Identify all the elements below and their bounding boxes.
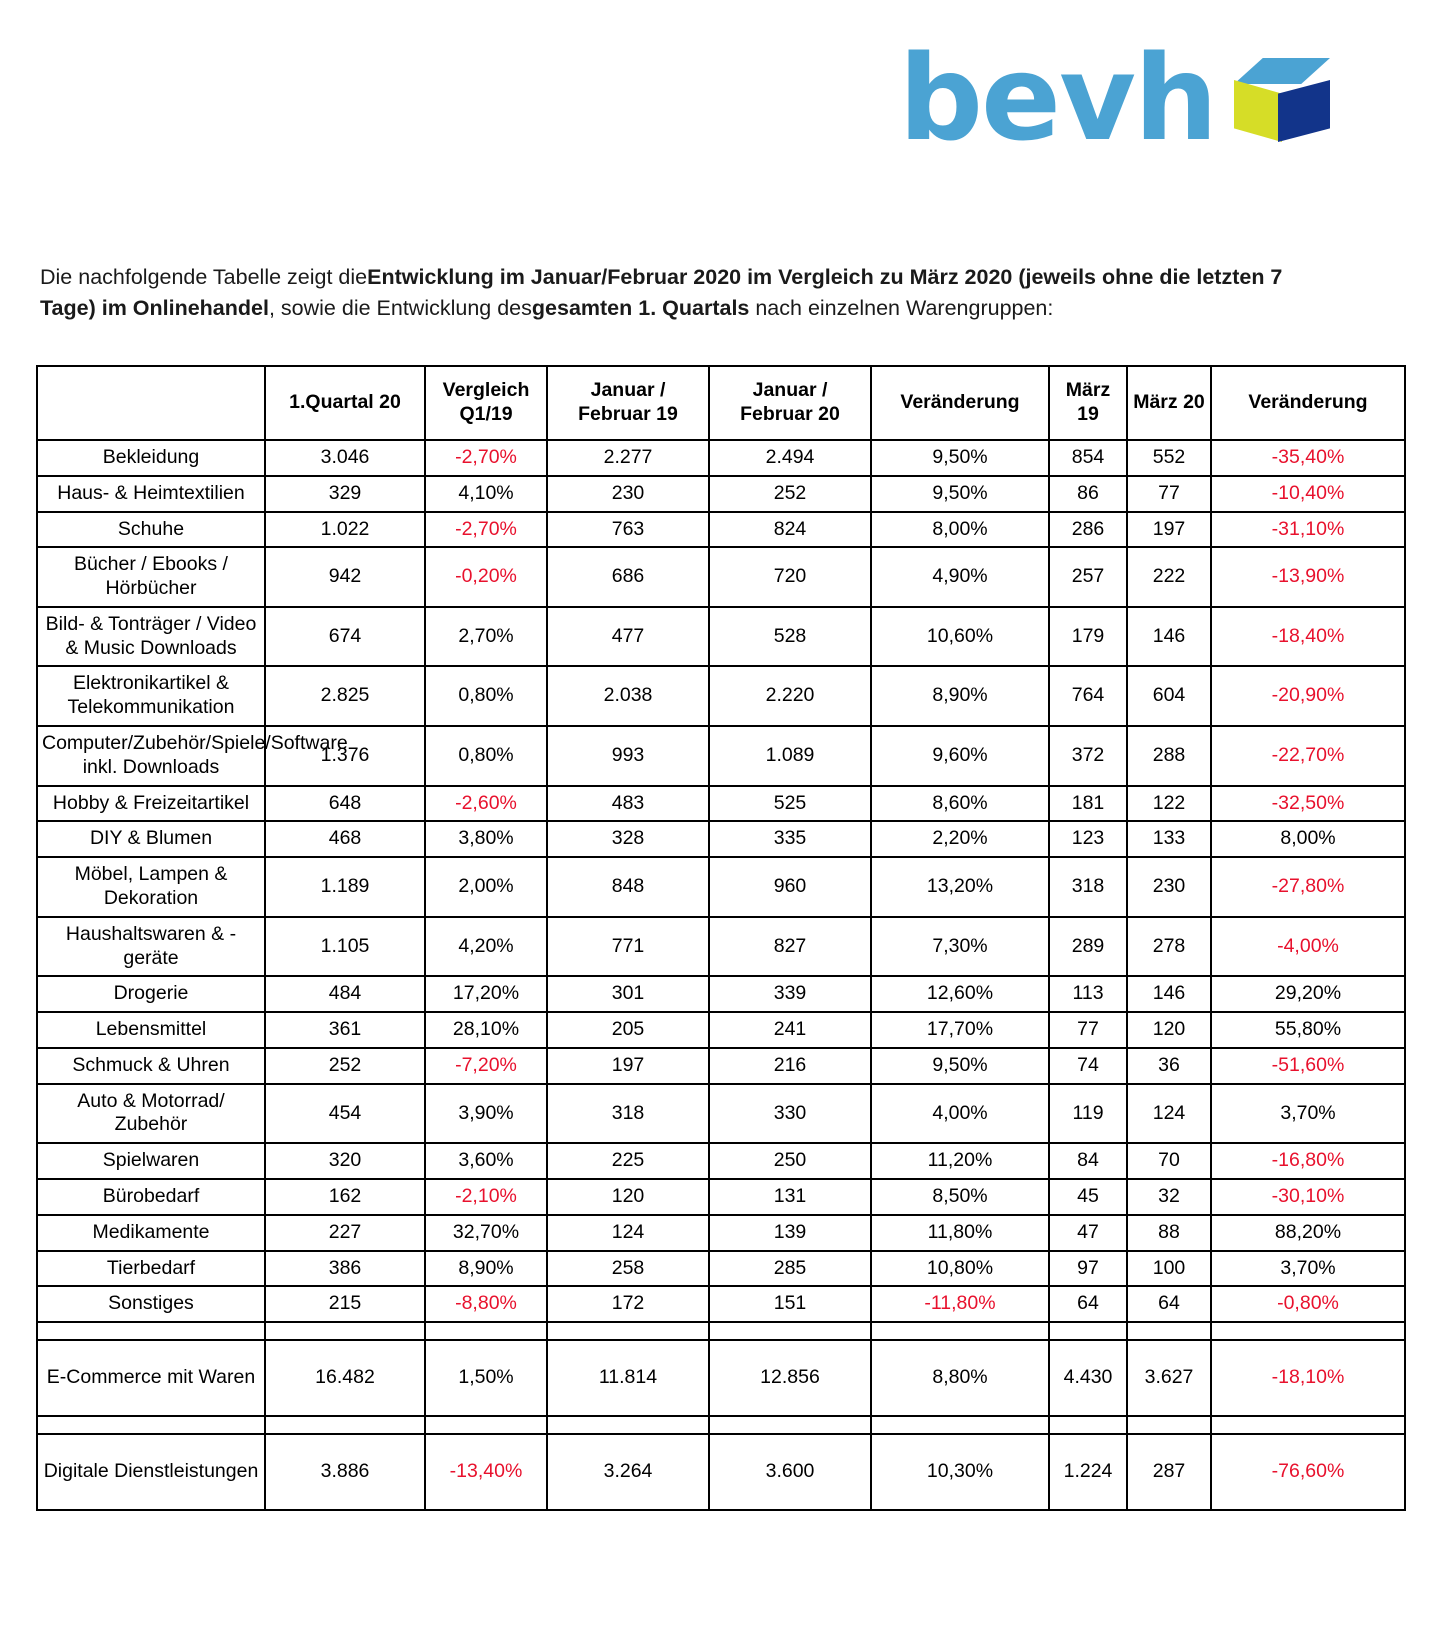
cell-vergleich-q1-19: -7,20% [425, 1048, 547, 1084]
cell-veraenderung-1: 4,00% [871, 1084, 1049, 1144]
table-row [37, 666, 1405, 726]
cell-q1-2020: 3.046 [265, 440, 425, 476]
cell-jan-feb-19: 225 [547, 1143, 709, 1179]
row-label: Elektronikartikel & Telekommunikation [37, 666, 265, 726]
cell-veraenderung-2: -4,00% [1211, 917, 1405, 977]
bevh-logo [898, 29, 1330, 167]
table-row [37, 440, 1405, 476]
cell-veraenderung-2: -18,40% [1211, 607, 1405, 667]
cell-vergleich-q1-19: 0,80% [425, 666, 547, 726]
cell-jan-feb-20: 528 [709, 607, 871, 667]
cell-vergleich-q1-19: 28,10% [425, 1012, 547, 1048]
intro-text-part1: Die nachfolgende Tabelle zeigt die [40, 264, 368, 289]
cell-maerz-19: 119 [1049, 1084, 1127, 1144]
table-spacer-row [37, 1416, 1405, 1434]
row-label: Tierbedarf [37, 1251, 265, 1287]
column-header-blank [37, 366, 265, 440]
intro-text-part3: nach einzelnen Warengruppen: [749, 295, 1054, 320]
table-row [37, 1012, 1405, 1048]
cell-maerz-20: 122 [1127, 786, 1211, 822]
column-header-q1-2020: 1.Quartal 20 [265, 366, 425, 440]
cell-jan-feb-19: 230 [547, 476, 709, 512]
spacer-cell [425, 1322, 547, 1340]
cell-jan-feb-19: 172 [547, 1286, 709, 1322]
cell-jan-feb-20: 720 [709, 547, 871, 607]
cell-maerz-20: 64 [1127, 1286, 1211, 1322]
cell-maerz-19: 257 [1049, 547, 1127, 607]
cell-jan-feb-20: 252 [709, 476, 871, 512]
cell-veraenderung-2: -13,90% [1211, 547, 1405, 607]
cell-vergleich-q1-19: -2,10% [425, 1179, 547, 1215]
cell-maerz-20: 77 [1127, 476, 1211, 512]
intro-paragraph [40, 262, 1340, 324]
spacer-cell [37, 1416, 265, 1434]
cell-vergleich-q1-19: 0,80% [425, 726, 547, 786]
table-spacer-row [37, 1322, 1405, 1340]
cell-vergleich-q1-19: 4,10% [425, 476, 547, 512]
row-label: E-Commerce mit Waren [37, 1340, 265, 1416]
spacer-cell [547, 1416, 709, 1434]
cell-veraenderung-1: 9,50% [871, 440, 1049, 476]
cell-q1-2020: 942 [265, 547, 425, 607]
cell-jan-feb-20: 285 [709, 1251, 871, 1287]
cell-q1-2020: 3.886 [265, 1434, 425, 1510]
spacer-cell [1211, 1322, 1405, 1340]
cell-veraenderung-2: 8,00% [1211, 821, 1405, 857]
cell-q1-2020: 1.105 [265, 917, 425, 977]
spacer-cell [871, 1322, 1049, 1340]
cell-q1-2020: 1.022 [265, 512, 425, 548]
column-header-vergleich-q1-19: Vergleich Q1/19 [425, 366, 547, 440]
spacer-cell [709, 1416, 871, 1434]
column-header-veraenderung-2: Veränderung [1211, 366, 1405, 440]
cell-veraenderung-2: -0,80% [1211, 1286, 1405, 1322]
cell-veraenderung-1: 13,20% [871, 857, 1049, 917]
row-label: Schuhe [37, 512, 265, 548]
cell-veraenderung-2: -32,50% [1211, 786, 1405, 822]
cell-jan-feb-20: 131 [709, 1179, 871, 1215]
cell-jan-feb-19: 2.038 [547, 666, 709, 726]
spacer-cell [547, 1322, 709, 1340]
cell-veraenderung-1: 2,20% [871, 821, 1049, 857]
table-row [37, 547, 1405, 607]
cell-q1-2020: 648 [265, 786, 425, 822]
warengruppen-table [36, 365, 1406, 1511]
cell-jan-feb-19: 11.814 [547, 1340, 709, 1416]
table-row [37, 1251, 1405, 1287]
cell-jan-feb-20: 2.220 [709, 666, 871, 726]
cell-vergleich-q1-19: -2,70% [425, 440, 547, 476]
cell-maerz-19: 854 [1049, 440, 1127, 476]
cell-maerz-19: 286 [1049, 512, 1127, 548]
cell-veraenderung-2: -16,80% [1211, 1143, 1405, 1179]
cell-veraenderung-1: 9,50% [871, 1048, 1049, 1084]
cell-jan-feb-20: 216 [709, 1048, 871, 1084]
cell-vergleich-q1-19: 2,00% [425, 857, 547, 917]
cell-maerz-19: 47 [1049, 1215, 1127, 1251]
spacer-cell [1049, 1416, 1127, 1434]
cell-veraenderung-1: 7,30% [871, 917, 1049, 977]
intro-bold1: Entwicklung im Januar/Februar 2020 im Vergleich zu März 2020 (jeweils ohne die letzten 7 Tage) im Onlinehandel [40, 264, 1283, 320]
cell-maerz-19: 77 [1049, 1012, 1127, 1048]
row-label: Bild- & Tonträger / Video & Music Downloads [37, 607, 265, 667]
row-label: Spielwaren [37, 1143, 265, 1179]
cell-maerz-20: 3.627 [1127, 1340, 1211, 1416]
cell-maerz-20: 230 [1127, 857, 1211, 917]
cell-jan-feb-19: 301 [547, 976, 709, 1012]
cell-q1-2020: 1.376 [265, 726, 425, 786]
table-row [37, 1048, 1405, 1084]
table-row [37, 512, 1405, 548]
row-label: Lebensmittel [37, 1012, 265, 1048]
cell-q1-2020: 16.482 [265, 1340, 425, 1416]
row-label: Digitale Dienstleistungen [37, 1434, 265, 1510]
cell-jan-feb-19: 763 [547, 512, 709, 548]
cell-veraenderung-2: 88,20% [1211, 1215, 1405, 1251]
cell-vergleich-q1-19: -8,80% [425, 1286, 547, 1322]
cell-maerz-20: 197 [1127, 512, 1211, 548]
table-row [37, 786, 1405, 822]
cell-maerz-20: 222 [1127, 547, 1211, 607]
cell-maerz-20: 287 [1127, 1434, 1211, 1510]
cell-vergleich-q1-19: 3,80% [425, 821, 547, 857]
cell-veraenderung-1: 8,00% [871, 512, 1049, 548]
cell-veraenderung-1: 10,60% [871, 607, 1049, 667]
column-header-maerz-20: März 20 [1127, 366, 1211, 440]
row-label: Haushaltswaren & -geräte [37, 917, 265, 977]
row-label: Bürobedarf [37, 1179, 265, 1215]
cell-vergleich-q1-19: 1,50% [425, 1340, 547, 1416]
cell-veraenderung-2: -20,90% [1211, 666, 1405, 726]
cell-veraenderung-1: 17,70% [871, 1012, 1049, 1048]
row-label: Hobby & Freizeitartikel [37, 786, 265, 822]
spacer-cell [265, 1322, 425, 1340]
column-header-maerz-19: März 19 [1049, 366, 1127, 440]
row-label: Schmuck & Uhren [37, 1048, 265, 1084]
table-row [37, 726, 1405, 786]
cell-jan-feb-19: 3.264 [547, 1434, 709, 1510]
cell-jan-feb-20: 525 [709, 786, 871, 822]
cell-veraenderung-1: 10,80% [871, 1251, 1049, 1287]
table-row [37, 1340, 1405, 1416]
intro-bold2: gesamten 1. Quartals [531, 295, 750, 320]
cell-maerz-19: 181 [1049, 786, 1127, 822]
cell-veraenderung-2: -51,60% [1211, 1048, 1405, 1084]
cell-vergleich-q1-19: 3,90% [425, 1084, 547, 1144]
bevh-cube-icon [1234, 58, 1330, 144]
cell-jan-feb-19: 771 [547, 917, 709, 977]
cell-maerz-20: 36 [1127, 1048, 1211, 1084]
cell-maerz-19: 372 [1049, 726, 1127, 786]
cell-q1-2020: 227 [265, 1215, 425, 1251]
cell-veraenderung-1: 8,90% [871, 666, 1049, 726]
cell-veraenderung-2: -30,10% [1211, 1179, 1405, 1215]
cell-maerz-20: 70 [1127, 1143, 1211, 1179]
cell-veraenderung-2: -76,60% [1211, 1434, 1405, 1510]
cell-jan-feb-20: 250 [709, 1143, 871, 1179]
column-header-jan-feb-20: Januar / Februar 20 [709, 366, 871, 440]
cell-vergleich-q1-19: 2,70% [425, 607, 547, 667]
cell-veraenderung-2: 3,70% [1211, 1251, 1405, 1287]
row-label: Auto & Motorrad/ Zubehör [37, 1084, 265, 1144]
table-row [37, 976, 1405, 1012]
spacer-cell [1211, 1416, 1405, 1434]
cell-jan-feb-20: 960 [709, 857, 871, 917]
cell-vergleich-q1-19: 4,20% [425, 917, 547, 977]
row-label: Bekleidung [37, 440, 265, 476]
cell-q1-2020: 386 [265, 1251, 425, 1287]
table-row [37, 1286, 1405, 1322]
cell-maerz-20: 133 [1127, 821, 1211, 857]
cell-veraenderung-2: 29,20% [1211, 976, 1405, 1012]
cell-veraenderung-1: 12,60% [871, 976, 1049, 1012]
cell-veraenderung-1: 9,60% [871, 726, 1049, 786]
cell-veraenderung-1: -11,80% [871, 1286, 1049, 1322]
intro-text-part2: , sowie die Entwicklung des [268, 295, 532, 320]
cell-q1-2020: 468 [265, 821, 425, 857]
row-label: Computer/Zubehör/Spiele/Software inkl. Downloads [37, 726, 265, 786]
cell-maerz-19: 64 [1049, 1286, 1127, 1322]
cell-jan-feb-20: 241 [709, 1012, 871, 1048]
cell-q1-2020: 361 [265, 1012, 425, 1048]
cell-vergleich-q1-19: -13,40% [425, 1434, 547, 1510]
cell-maerz-19: 123 [1049, 821, 1127, 857]
cell-veraenderung-1: 10,30% [871, 1434, 1049, 1510]
cell-jan-feb-20: 335 [709, 821, 871, 857]
cell-jan-feb-19: 328 [547, 821, 709, 857]
cell-veraenderung-2: -35,40% [1211, 440, 1405, 476]
row-label: Haus- & Heimtextilien [37, 476, 265, 512]
cell-jan-feb-20: 824 [709, 512, 871, 548]
spacer-cell [1049, 1322, 1127, 1340]
cell-jan-feb-20: 2.494 [709, 440, 871, 476]
cell-veraenderung-1: 11,20% [871, 1143, 1049, 1179]
cell-jan-feb-19: 120 [547, 1179, 709, 1215]
spacer-cell [709, 1322, 871, 1340]
cell-jan-feb-19: 848 [547, 857, 709, 917]
table-row [37, 821, 1405, 857]
cell-vergleich-q1-19: -2,60% [425, 786, 547, 822]
cell-maerz-19: 4.430 [1049, 1340, 1127, 1416]
row-label: Bücher / Ebooks / Hörbücher [37, 547, 265, 607]
cell-veraenderung-2: 55,80% [1211, 1012, 1405, 1048]
cell-maerz-19: 179 [1049, 607, 1127, 667]
cell-q1-2020: 1.189 [265, 857, 425, 917]
cell-maerz-19: 74 [1049, 1048, 1127, 1084]
cell-maerz-19: 289 [1049, 917, 1127, 977]
cell-maerz-20: 146 [1127, 607, 1211, 667]
table-row [37, 1143, 1405, 1179]
table-row [37, 607, 1405, 667]
cell-veraenderung-1: 9,50% [871, 476, 1049, 512]
cell-veraenderung-1: 8,50% [871, 1179, 1049, 1215]
cell-maerz-19: 1.224 [1049, 1434, 1127, 1510]
cell-maerz-19: 113 [1049, 976, 1127, 1012]
spacer-cell [1127, 1322, 1211, 1340]
cell-vergleich-q1-19: 8,90% [425, 1251, 547, 1287]
cell-maerz-20: 124 [1127, 1084, 1211, 1144]
cell-maerz-20: 120 [1127, 1012, 1211, 1048]
row-label: Möbel, Lampen & Dekoration [37, 857, 265, 917]
table-row [37, 1084, 1405, 1144]
cell-maerz-19: 84 [1049, 1143, 1127, 1179]
column-header-veraenderung-1: Veränderung [871, 366, 1049, 440]
cell-maerz-19: 86 [1049, 476, 1127, 512]
data-table-container [36, 365, 1404, 1511]
cell-maerz-20: 604 [1127, 666, 1211, 726]
table-row [37, 917, 1405, 977]
cell-q1-2020: 2.825 [265, 666, 425, 726]
cell-maerz-20: 146 [1127, 976, 1211, 1012]
spacer-cell [871, 1416, 1049, 1434]
cell-jan-feb-20: 3.600 [709, 1434, 871, 1510]
cell-veraenderung-2: -18,10% [1211, 1340, 1405, 1416]
cell-jan-feb-19: 2.277 [547, 440, 709, 476]
spacer-cell [265, 1416, 425, 1434]
cell-q1-2020: 454 [265, 1084, 425, 1144]
table-row [37, 476, 1405, 512]
cell-jan-feb-19: 318 [547, 1084, 709, 1144]
row-label: Medikamente [37, 1215, 265, 1251]
cell-jan-feb-19: 477 [547, 607, 709, 667]
cell-maerz-20: 88 [1127, 1215, 1211, 1251]
cell-maerz-20: 288 [1127, 726, 1211, 786]
cell-jan-feb-20: 339 [709, 976, 871, 1012]
row-label: Drogerie [37, 976, 265, 1012]
cell-jan-feb-19: 483 [547, 786, 709, 822]
logo-wordmark: bevh [898, 29, 1216, 167]
cell-vergleich-q1-19: 3,60% [425, 1143, 547, 1179]
cell-veraenderung-2: -31,10% [1211, 512, 1405, 548]
cell-q1-2020: 215 [265, 1286, 425, 1322]
table-row [37, 1434, 1405, 1510]
table-row [37, 857, 1405, 917]
cell-q1-2020: 674 [265, 607, 425, 667]
cell-q1-2020: 320 [265, 1143, 425, 1179]
cell-veraenderung-2: -22,70% [1211, 726, 1405, 786]
cell-vergleich-q1-19: 32,70% [425, 1215, 547, 1251]
row-label: Sonstiges [37, 1286, 265, 1322]
cell-jan-feb-19: 686 [547, 547, 709, 607]
cell-maerz-19: 45 [1049, 1179, 1127, 1215]
cell-veraenderung-1: 8,60% [871, 786, 1049, 822]
cell-jan-feb-19: 205 [547, 1012, 709, 1048]
cell-veraenderung-2: 3,70% [1211, 1084, 1405, 1144]
cell-jan-feb-19: 993 [547, 726, 709, 786]
spacer-cell [425, 1416, 547, 1434]
cell-q1-2020: 329 [265, 476, 425, 512]
table-row [37, 1215, 1405, 1251]
cell-veraenderung-2: -10,40% [1211, 476, 1405, 512]
cell-jan-feb-20: 12.856 [709, 1340, 871, 1416]
cell-jan-feb-19: 197 [547, 1048, 709, 1084]
cell-veraenderung-1: 8,80% [871, 1340, 1049, 1416]
row-label: DIY & Blumen [37, 821, 265, 857]
cell-veraenderung-2: -27,80% [1211, 857, 1405, 917]
cell-vergleich-q1-19: 17,20% [425, 976, 547, 1012]
table-body [37, 440, 1405, 1510]
cell-veraenderung-1: 11,80% [871, 1215, 1049, 1251]
table-header [37, 366, 1405, 440]
cell-jan-feb-20: 330 [709, 1084, 871, 1144]
cell-maerz-20: 278 [1127, 917, 1211, 977]
cell-maerz-19: 318 [1049, 857, 1127, 917]
cell-vergleich-q1-19: -0,20% [425, 547, 547, 607]
cell-q1-2020: 484 [265, 976, 425, 1012]
cell-maerz-19: 97 [1049, 1251, 1127, 1287]
column-header-jan-feb-19: Januar / Februar 19 [547, 366, 709, 440]
cell-jan-feb-19: 124 [547, 1215, 709, 1251]
cell-jan-feb-20: 139 [709, 1215, 871, 1251]
cell-veraenderung-1: 4,90% [871, 547, 1049, 607]
cell-q1-2020: 252 [265, 1048, 425, 1084]
cell-q1-2020: 162 [265, 1179, 425, 1215]
table-header-row [37, 366, 1405, 440]
cell-maerz-20: 32 [1127, 1179, 1211, 1215]
spacer-cell [37, 1322, 265, 1340]
table-row [37, 1179, 1405, 1215]
cell-jan-feb-20: 1.089 [709, 726, 871, 786]
cell-vergleich-q1-19: -2,70% [425, 512, 547, 548]
spacer-cell [1127, 1416, 1211, 1434]
cell-jan-feb-20: 827 [709, 917, 871, 977]
cell-maerz-20: 100 [1127, 1251, 1211, 1287]
cell-maerz-20: 552 [1127, 440, 1211, 476]
cell-maerz-19: 764 [1049, 666, 1127, 726]
cell-jan-feb-19: 258 [547, 1251, 709, 1287]
cell-jan-feb-20: 151 [709, 1286, 871, 1322]
